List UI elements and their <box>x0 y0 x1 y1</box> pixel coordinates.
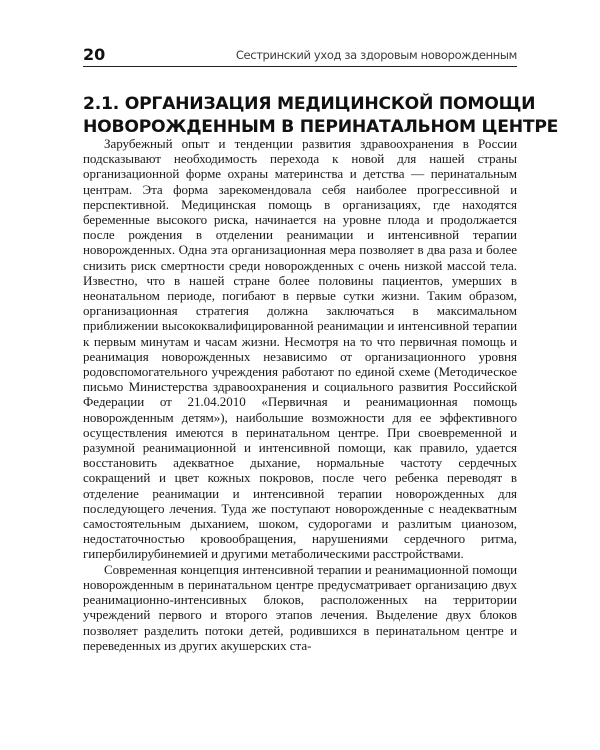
section-heading-line-2: НОВОРОЖДЕННЫМ В ПЕРИНАТАЛЬНОМ ЦЕНТРЕ <box>83 116 559 137</box>
running-header <box>83 46 517 70</box>
body-text <box>83 136 517 653</box>
header-divider <box>83 66 517 67</box>
page-number: 20 <box>83 45 106 64</box>
section-heading-line-1: 2.1. ОРГАНИЗАЦИЯ МЕДИЦИНСКОЙ ПОМОЩИ <box>83 93 536 114</box>
paragraph: Современная концепция интенсивной терапии и реанимационной помощи новорожденным в перинатальном центре предусматривает организацию двух реанимационно-интенсивных блоков, расположенных на территории учреждений первого и второго этапов лечения. Выделение двух блоков позволяет разделить потоки детей, родившихся в перинатальном центре и переведенных из других акушерских ста- <box>83 561 517 653</box>
running-title: Сестринский уход за здоровым новорожденным <box>235 48 517 62</box>
paragraph: Зарубежный опыт и тенденции развития здравоохранения в России подсказывают необходимость перехода к новой для нашей страны организационной форме охраны материнства и детства — перинатальным центрам. Эта форма зарекомендовала себя наиболее прогрессивной и перспективной. Медицинская помощь в организациях, где находятся беременные высокого риска, начинается на уровне плода и продолжается после рождения в отделении реанимации и интенсивной терапии новорожденных. Одна эта организационная мера позволяет в два раза и более снизить риск смертности среди новорожденных с очень низкой массой тела. Известно, что в нашей стране более половины пациентов, умерших в неонатальном периоде, погибают в первые сутки жизни. Таким образом, организационная стратегия должна заключаться в максимальном приближении высококвалифицированной реанимации и интенсивной терапии к первым минутам и часам жизни. Несмотря на то что первичная помощь и реанимация новорожденных независимо от организационного уровня родовспомогательного учреждения работают по единой схеме (Методическое письмо Министерства здравоохранения и социального развития Российской Федерации от 21.04.2010 «Первичная и реанимационная помощь новорожденным детям»), наибольшие возможности для ее эффективного осуществления имеются в перинатальном центре. При своевременной и разумной реанимационной и интенсивной помощи, как правило, удается восстановить адекватное дыхание, нормальные частоту сердечных сокращений и цвет кожных покровов, после чего ребенка переводят в отделение реанимации и интенсивной терапии новорожденных для последующего лечения. Туда же поступают новорожденные с неадекватным самостоятельным дыханием, шоком, судорогами и разлитым цианозом, недостаточностью кровообращения, нарушениями сердечного ритма, гипербилирубинемией и другими метаболическими расстройствами. <box>83 136 517 562</box>
section-heading <box>83 93 559 139</box>
